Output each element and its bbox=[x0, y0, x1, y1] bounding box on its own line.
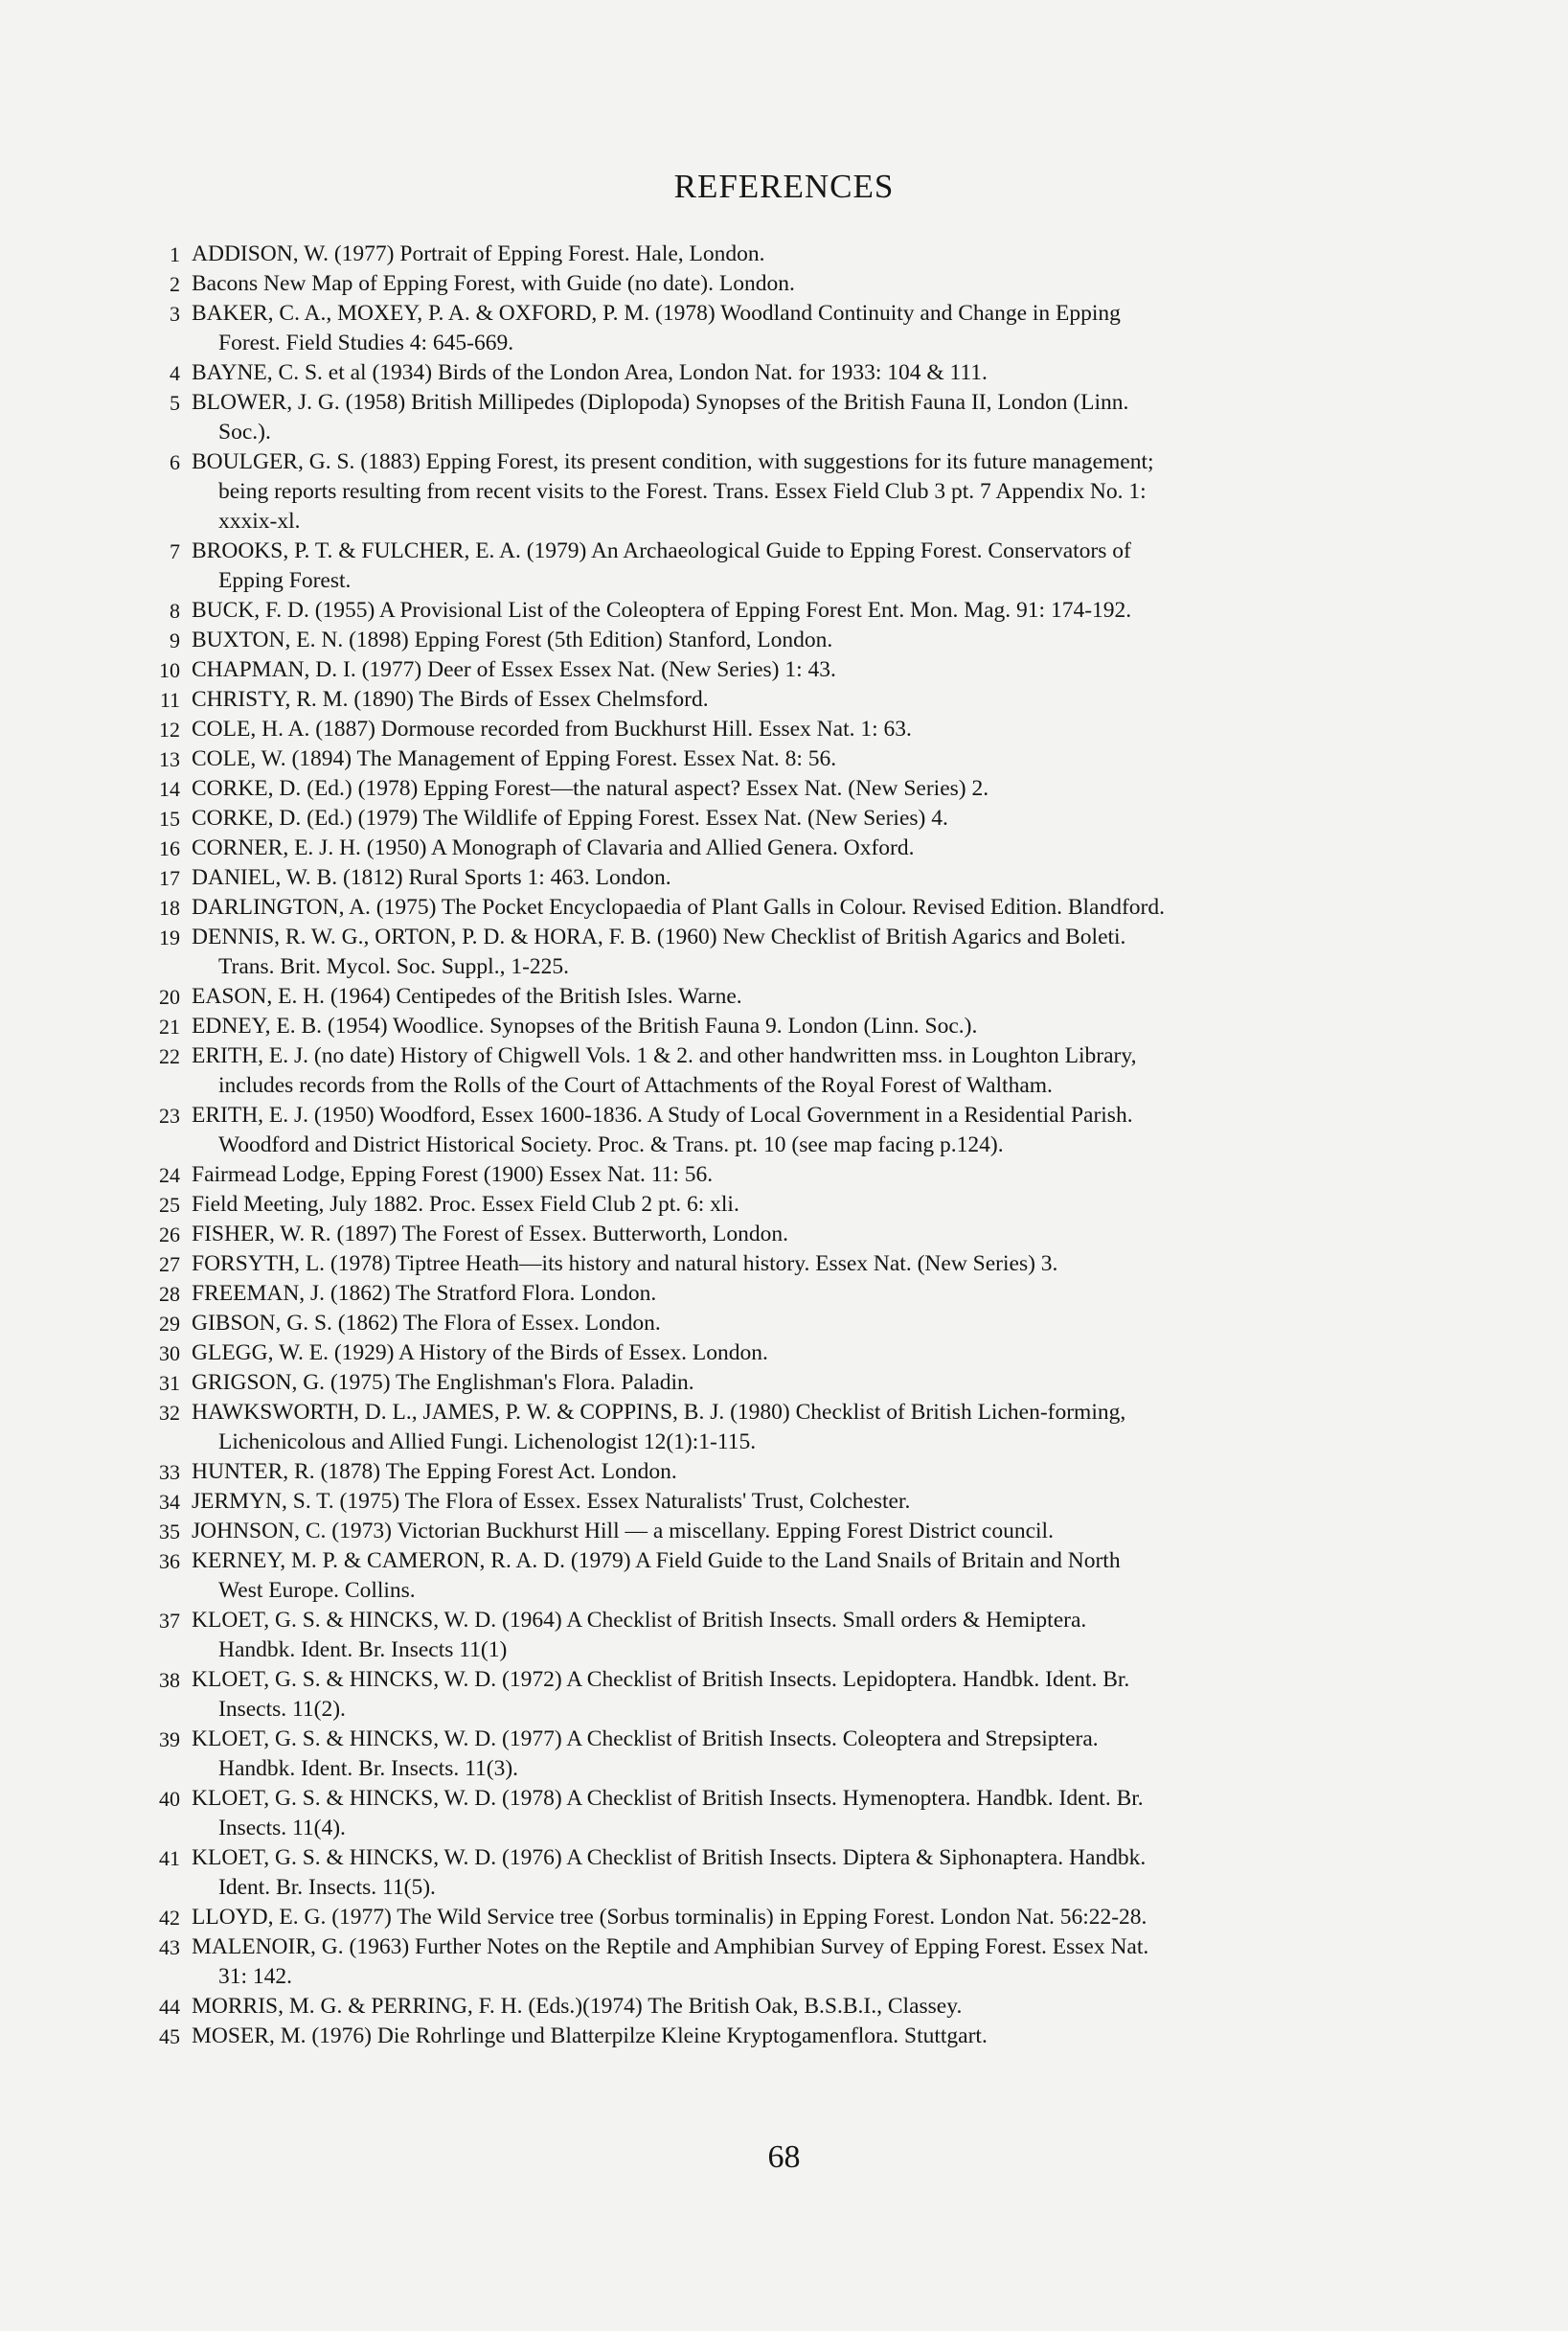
reference-line: ERITH, E. J. (no date) History of Chigwell Vols. 1 & 2. and other handwritten mss. in Loughton Library, bbox=[192, 1043, 1137, 1068]
reference-line: CORKE, D. (Ed.) (1978) Epping Forest—the natural aspect? Essex Nat. (New Series) 2. bbox=[192, 776, 989, 801]
reference-entry bbox=[144, 982, 1477, 1012]
reference-entry bbox=[144, 596, 1477, 626]
reference-number: 7 bbox=[170, 539, 180, 563]
reference-number: 27 bbox=[159, 1252, 180, 1276]
reference-text bbox=[192, 1784, 1477, 1843]
reference-number: 13 bbox=[159, 747, 180, 771]
reference-number: 4 bbox=[170, 361, 180, 385]
reference-entry bbox=[144, 447, 1477, 537]
reference-line: MALENOIR, G. (1963) Further Notes on the Reptile and Amphibian Survey of Epping Forest. Essex Nat. bbox=[192, 1934, 1149, 1959]
reference-line: Handbk. Ident. Br. Insects 11(1) bbox=[218, 1637, 508, 1662]
reference-number: 18 bbox=[159, 896, 180, 920]
reference-text bbox=[192, 1041, 1477, 1101]
reference-entry bbox=[144, 1398, 1477, 1457]
reference-entry bbox=[144, 269, 1477, 299]
reference-line: CHRISTY, R. M. (1890) The Birds of Essex Chelmsford. bbox=[192, 687, 709, 712]
reference-text bbox=[192, 240, 1477, 269]
reference-line: KERNEY, M. P. & CAMERON, R. A. D. (1979) A Field Guide to the Land Snails of Britain and North bbox=[192, 1548, 1121, 1573]
reference-number: 26 bbox=[159, 1223, 180, 1246]
reference-number: 31 bbox=[159, 1371, 180, 1395]
reference-entry bbox=[144, 685, 1477, 715]
reference-line: CHAPMAN, D. I. (1977) Deer of Essex Essex Nat. (New Series) 1: 43. bbox=[192, 657, 836, 682]
reference-line: HUNTER, R. (1878) The Epping Forest Act. London. bbox=[192, 1459, 677, 1484]
reference-line: 31: 142. bbox=[218, 1964, 293, 1989]
reference-text bbox=[192, 1160, 1477, 1190]
reference-number: 22 bbox=[159, 1044, 180, 1068]
reference-line: Insects. 11(2). bbox=[218, 1697, 346, 1722]
reference-text bbox=[192, 1992, 1477, 2022]
reference-line: COLE, W. (1894) The Management of Epping Forest. Essex Nat. 8: 56. bbox=[192, 746, 837, 771]
reference-line: BUXTON, E. N. (1898) Epping Forest (5th Edition) Stanford, London. bbox=[192, 628, 833, 652]
reference-number: 21 bbox=[159, 1015, 180, 1039]
reference-number: 28 bbox=[159, 1282, 180, 1306]
reference-line: BAKER, C. A., MOXEY, P. A. & OXFORD, P. M. (1978) Woodland Continuity and Change in Epping bbox=[192, 301, 1121, 326]
reference-line: EASON, E. H. (1964) Centipedes of the British Isles. Warne. bbox=[192, 984, 742, 1009]
reference-text bbox=[192, 447, 1477, 537]
reference-text bbox=[192, 299, 1477, 358]
reference-line: KLOET, G. S. & HINCKS, W. D. (1972) A Checklist of British Insects. Lepidoptera. Handbk. Ident. Br. bbox=[192, 1667, 1130, 1692]
reference-number: 41 bbox=[159, 1846, 180, 1870]
reference-line: Fairmead Lodge, Epping Forest (1900) Essex Nat. 11: 56. bbox=[192, 1162, 714, 1187]
reference-line: FISHER, W. R. (1897) The Forest of Essex. Butterworth, London. bbox=[192, 1222, 788, 1246]
reference-line: CORNER, E. J. H. (1950) A Monograph of Clavaria and Allied Genera. Oxford. bbox=[192, 835, 915, 860]
reference-entry bbox=[144, 1843, 1477, 1903]
reference-entry bbox=[144, 1487, 1477, 1517]
reference-line: DARLINGTON, A. (1975) The Pocket Encyclopaedia of Plant Galls in Colour. Revised Edition. Blandford. bbox=[192, 895, 1166, 920]
reference-line: West Europe. Collins. bbox=[218, 1578, 416, 1603]
reference-entry bbox=[144, 1606, 1477, 1665]
reference-entry bbox=[144, 834, 1477, 863]
reference-text bbox=[192, 1843, 1477, 1903]
reference-number: 8 bbox=[170, 599, 180, 623]
reference-entry bbox=[144, 863, 1477, 893]
reference-number: 19 bbox=[159, 926, 180, 949]
reference-text bbox=[192, 804, 1477, 834]
reference-line: xxxix-xl. bbox=[218, 509, 301, 534]
reference-number: 12 bbox=[159, 718, 180, 742]
reference-text bbox=[192, 1606, 1477, 1665]
reference-line: BROOKS, P. T. & FULCHER, E. A. (1979) An Archaeological Guide to Epping Forest. Conservators of bbox=[192, 538, 1131, 563]
reference-text bbox=[192, 1457, 1477, 1487]
reference-text bbox=[192, 626, 1477, 655]
reference-number: 23 bbox=[159, 1104, 180, 1128]
reference-line: EDNEY, E. B. (1954) Woodlice. Synopses of the British Fauna 9. London (Linn. Soc.). bbox=[192, 1014, 978, 1039]
reference-number: 29 bbox=[159, 1312, 180, 1336]
reference-entry bbox=[144, 1279, 1477, 1309]
reference-entry bbox=[144, 1249, 1477, 1279]
reference-entry bbox=[144, 893, 1477, 923]
reference-text bbox=[192, 537, 1477, 596]
reference-text bbox=[192, 655, 1477, 685]
reference-entry bbox=[144, 715, 1477, 744]
reference-number: 44 bbox=[159, 1995, 180, 2019]
reference-text bbox=[192, 893, 1477, 923]
reference-line: CORKE, D. (Ed.) (1979) The Wildlife of Epping Forest. Essex Nat. (New Series) 4. bbox=[192, 806, 948, 831]
reference-line: BOULGER, G. S. (1883) Epping Forest, its present condition, with suggestions for its future management; bbox=[192, 449, 1154, 474]
reference-text bbox=[192, 923, 1477, 982]
reference-line: GLEGG, W. E. (1929) A History of the Birds of Essex. London. bbox=[192, 1340, 768, 1365]
reference-text bbox=[192, 1903, 1477, 1932]
reference-line: Bacons New Map of Epping Forest, with Guide (no date). London. bbox=[192, 271, 795, 296]
reference-number: 33 bbox=[159, 1460, 180, 1484]
reference-number: 25 bbox=[159, 1193, 180, 1217]
reference-number: 40 bbox=[159, 1787, 180, 1811]
reference-text bbox=[192, 1279, 1477, 1309]
reference-entry bbox=[144, 744, 1477, 774]
reference-entry bbox=[144, 2022, 1477, 2051]
reference-entry bbox=[144, 1160, 1477, 1190]
reference-line: Field Meeting, July 1882. Proc. Essex Field Club 2 pt. 6: xli. bbox=[192, 1192, 739, 1217]
reference-entry bbox=[144, 1309, 1477, 1338]
reference-line: BAYNE, C. S. et al (1934) Birds of the London Area, London Nat. for 1933: 104 & 111. bbox=[192, 360, 988, 385]
reference-line: Lichenicolous and Allied Fungi. Lichenologist 12(1):1-115. bbox=[218, 1429, 757, 1454]
reference-line: JOHNSON, C. (1973) Victorian Buckhurst Hill — a miscellany. Epping Forest District council. bbox=[192, 1519, 1054, 1543]
reference-entry bbox=[144, 655, 1477, 685]
reference-line: DENNIS, R. W. G., ORTON, P. D. & HORA, F. B. (1960) New Checklist of British Agarics and Boleti. bbox=[192, 925, 1126, 949]
reference-entry bbox=[144, 923, 1477, 982]
reference-number: 16 bbox=[159, 836, 180, 860]
reference-entry bbox=[144, 388, 1477, 447]
reference-entry bbox=[144, 1932, 1477, 1992]
reference-text bbox=[192, 685, 1477, 715]
reference-number: 35 bbox=[159, 1520, 180, 1543]
reference-text bbox=[192, 1012, 1477, 1041]
reference-list bbox=[144, 240, 1477, 2051]
reference-line: BUCK, F. D. (1955) A Provisional List of the Coleoptera of Epping Forest Ent. Mon. Mag. 91: 174-192. bbox=[192, 598, 1132, 623]
reference-line: BLOWER, J. G. (1958) British Millipedes (Diplopoda) Synopses of the British Fauna II, London (Linn. bbox=[192, 390, 1129, 415]
reference-text bbox=[192, 358, 1477, 388]
reference-number: 2 bbox=[170, 272, 180, 296]
reference-line: DANIEL, W. B. (1812) Rural Sports 1: 463. London. bbox=[192, 865, 671, 890]
reference-number: 43 bbox=[159, 1935, 180, 1959]
reference-entry bbox=[144, 1012, 1477, 1041]
reference-number: 30 bbox=[159, 1341, 180, 1365]
reference-text bbox=[192, 863, 1477, 893]
reference-number: 24 bbox=[159, 1163, 180, 1187]
reference-number: 10 bbox=[159, 658, 180, 682]
reference-line: KLOET, G. S. & HINCKS, W. D. (1978) A Checklist of British Insects. Hymenoptera. Handbk. Ident. Br. bbox=[192, 1786, 1144, 1811]
reference-number: 6 bbox=[170, 450, 180, 474]
reference-text bbox=[192, 2022, 1477, 2051]
reference-text bbox=[192, 1725, 1477, 1784]
reference-number: 3 bbox=[170, 302, 180, 326]
reference-line: GRIGSON, G. (1975) The Englishman's Flora. Paladin. bbox=[192, 1370, 694, 1395]
reference-text bbox=[192, 1101, 1477, 1160]
reference-line: COLE, H. A. (1887) Dormouse recorded from Buckhurst Hill. Essex Nat. 1: 63. bbox=[192, 717, 912, 742]
reference-entry bbox=[144, 299, 1477, 358]
reference-line: FORSYTH, L. (1978) Tiptree Heath—its history and natural history. Essex Nat. (New Series) 3. bbox=[192, 1251, 1058, 1276]
reference-text bbox=[192, 1398, 1477, 1457]
reference-line: ADDISON, W. (1977) Portrait of Epping Forest. Hale, London. bbox=[192, 241, 765, 266]
reference-entry bbox=[144, 1101, 1477, 1160]
reference-entry bbox=[144, 1725, 1477, 1784]
reference-text bbox=[192, 596, 1477, 626]
reference-line: GIBSON, G. S. (1862) The Flora of Essex. London. bbox=[192, 1311, 661, 1336]
reference-line: ERITH, E. J. (1950) Woodford, Essex 1600-1836. A Study of Local Government in a Residential Parish. bbox=[192, 1103, 1133, 1128]
reference-entry bbox=[144, 1903, 1477, 1932]
reference-line: MOSER, M. (1976) Die Rohrlinge und Blatterpilze Kleine Kryptogamenflora. Stuttgart. bbox=[192, 2023, 988, 2048]
reference-line: LLOYD, E. G. (1977) The Wild Service tree (Sorbus torminalis) in Epping Forest. London Nat. 56:22-28. bbox=[192, 1905, 1148, 1930]
reference-number: 34 bbox=[159, 1490, 180, 1514]
reference-entry bbox=[144, 537, 1477, 596]
reference-entry bbox=[144, 358, 1477, 388]
reference-entry bbox=[144, 1992, 1477, 2022]
reference-text bbox=[192, 269, 1477, 299]
reference-line: KLOET, G. S. & HINCKS, W. D. (1964) A Checklist of British Insects. Small orders & Hemiptera. bbox=[192, 1608, 1087, 1633]
reference-text bbox=[192, 834, 1477, 863]
reference-line: MORRIS, M. G. & PERRING, F. H. (Eds.)(1974) The British Oak, B.S.B.I., Classey. bbox=[192, 1994, 963, 2019]
reference-number: 36 bbox=[159, 1549, 180, 1573]
reference-text bbox=[192, 1487, 1477, 1517]
reference-number: 42 bbox=[159, 1906, 180, 1930]
reference-text bbox=[192, 744, 1477, 774]
reference-number: 39 bbox=[159, 1727, 180, 1751]
reference-number: 17 bbox=[159, 866, 180, 890]
reference-number: 37 bbox=[159, 1609, 180, 1633]
reference-text bbox=[192, 1338, 1477, 1368]
reference-text bbox=[192, 1517, 1477, 1546]
reference-number: 20 bbox=[159, 985, 180, 1009]
reference-entry bbox=[144, 626, 1477, 655]
reference-text bbox=[192, 388, 1477, 447]
reference-entry bbox=[144, 1338, 1477, 1368]
reference-text bbox=[192, 1190, 1477, 1220]
reference-text bbox=[192, 1368, 1477, 1398]
reference-number: 32 bbox=[159, 1401, 180, 1425]
reference-line: FREEMAN, J. (1862) The Stratford Flora. London. bbox=[192, 1281, 657, 1306]
reference-entry bbox=[144, 804, 1477, 834]
reference-entry bbox=[144, 774, 1477, 804]
reference-text bbox=[192, 1220, 1477, 1249]
reference-entry bbox=[144, 1546, 1477, 1606]
reference-line: Ident. Br. Insects. 11(5). bbox=[218, 1875, 436, 1900]
page-title: REFERENCES bbox=[673, 168, 895, 206]
reference-line: Insects. 11(4). bbox=[218, 1816, 346, 1840]
reference-line: being reports resulting from recent visits to the Forest. Trans. Essex Field Club 3 pt. 7 Appendix No. 1: bbox=[218, 479, 1147, 504]
reference-number: 11 bbox=[159, 688, 180, 712]
reference-text bbox=[192, 1932, 1477, 1992]
reference-line: Forest. Field Studies 4: 645-669. bbox=[218, 331, 514, 355]
reference-line: HAWKSWORTH, D. L., JAMES, P. W. & COPPINS, B. J. (1980) Checklist of British Lichen-forming, bbox=[192, 1400, 1126, 1425]
reference-line: Trans. Brit. Mycol. Soc. Suppl., 1-225. bbox=[218, 954, 570, 979]
reference-line: Handbk. Ident. Br. Insects. 11(3). bbox=[218, 1756, 519, 1781]
reference-number: 1 bbox=[170, 242, 180, 266]
reference-line: Epping Forest. bbox=[218, 568, 352, 593]
reference-number: 15 bbox=[159, 807, 180, 831]
reference-text bbox=[192, 982, 1477, 1012]
reference-text bbox=[192, 774, 1477, 804]
reference-entry bbox=[144, 1041, 1477, 1101]
reference-number: 45 bbox=[159, 2024, 180, 2048]
reference-text bbox=[192, 1249, 1477, 1279]
reference-entry bbox=[144, 1457, 1477, 1487]
reference-line: KLOET, G. S. & HINCKS, W. D. (1976) A Checklist of British Insects. Diptera & Siphonaptera. Handbk. bbox=[192, 1845, 1147, 1870]
reference-entry bbox=[144, 1220, 1477, 1249]
reference-number: 5 bbox=[170, 391, 180, 415]
reference-line: includes records from the Rolls of the Court of Attachments of the Royal Forest of Waltham. bbox=[218, 1073, 1053, 1098]
reference-text bbox=[192, 1309, 1477, 1338]
reference-number: 9 bbox=[170, 628, 180, 652]
reference-line: Soc.). bbox=[218, 420, 271, 445]
reference-entry bbox=[144, 1517, 1477, 1546]
reference-line: Woodford and District Historical Society. Proc. & Trans. pt. 10 (see map facing p.124). bbox=[218, 1132, 1004, 1157]
reference-entry bbox=[144, 1665, 1477, 1725]
reference-entry bbox=[144, 1368, 1477, 1398]
reference-entry bbox=[144, 1784, 1477, 1843]
reference-entry bbox=[144, 1190, 1477, 1220]
reference-line: JERMYN, S. T. (1975) The Flora of Essex. Essex Naturalists' Trust, Colchester. bbox=[192, 1489, 911, 1514]
reference-entry bbox=[144, 240, 1477, 269]
reference-text bbox=[192, 1665, 1477, 1725]
reference-line: KLOET, G. S. & HINCKS, W. D. (1977) A Checklist of British Insects. Coleoptera and Strepsiptera. bbox=[192, 1726, 1099, 1751]
reference-text bbox=[192, 1546, 1477, 1606]
reference-number: 38 bbox=[159, 1668, 180, 1692]
reference-text bbox=[192, 715, 1477, 744]
page-number: 68 bbox=[767, 2139, 801, 2175]
reference-number: 14 bbox=[159, 777, 180, 801]
